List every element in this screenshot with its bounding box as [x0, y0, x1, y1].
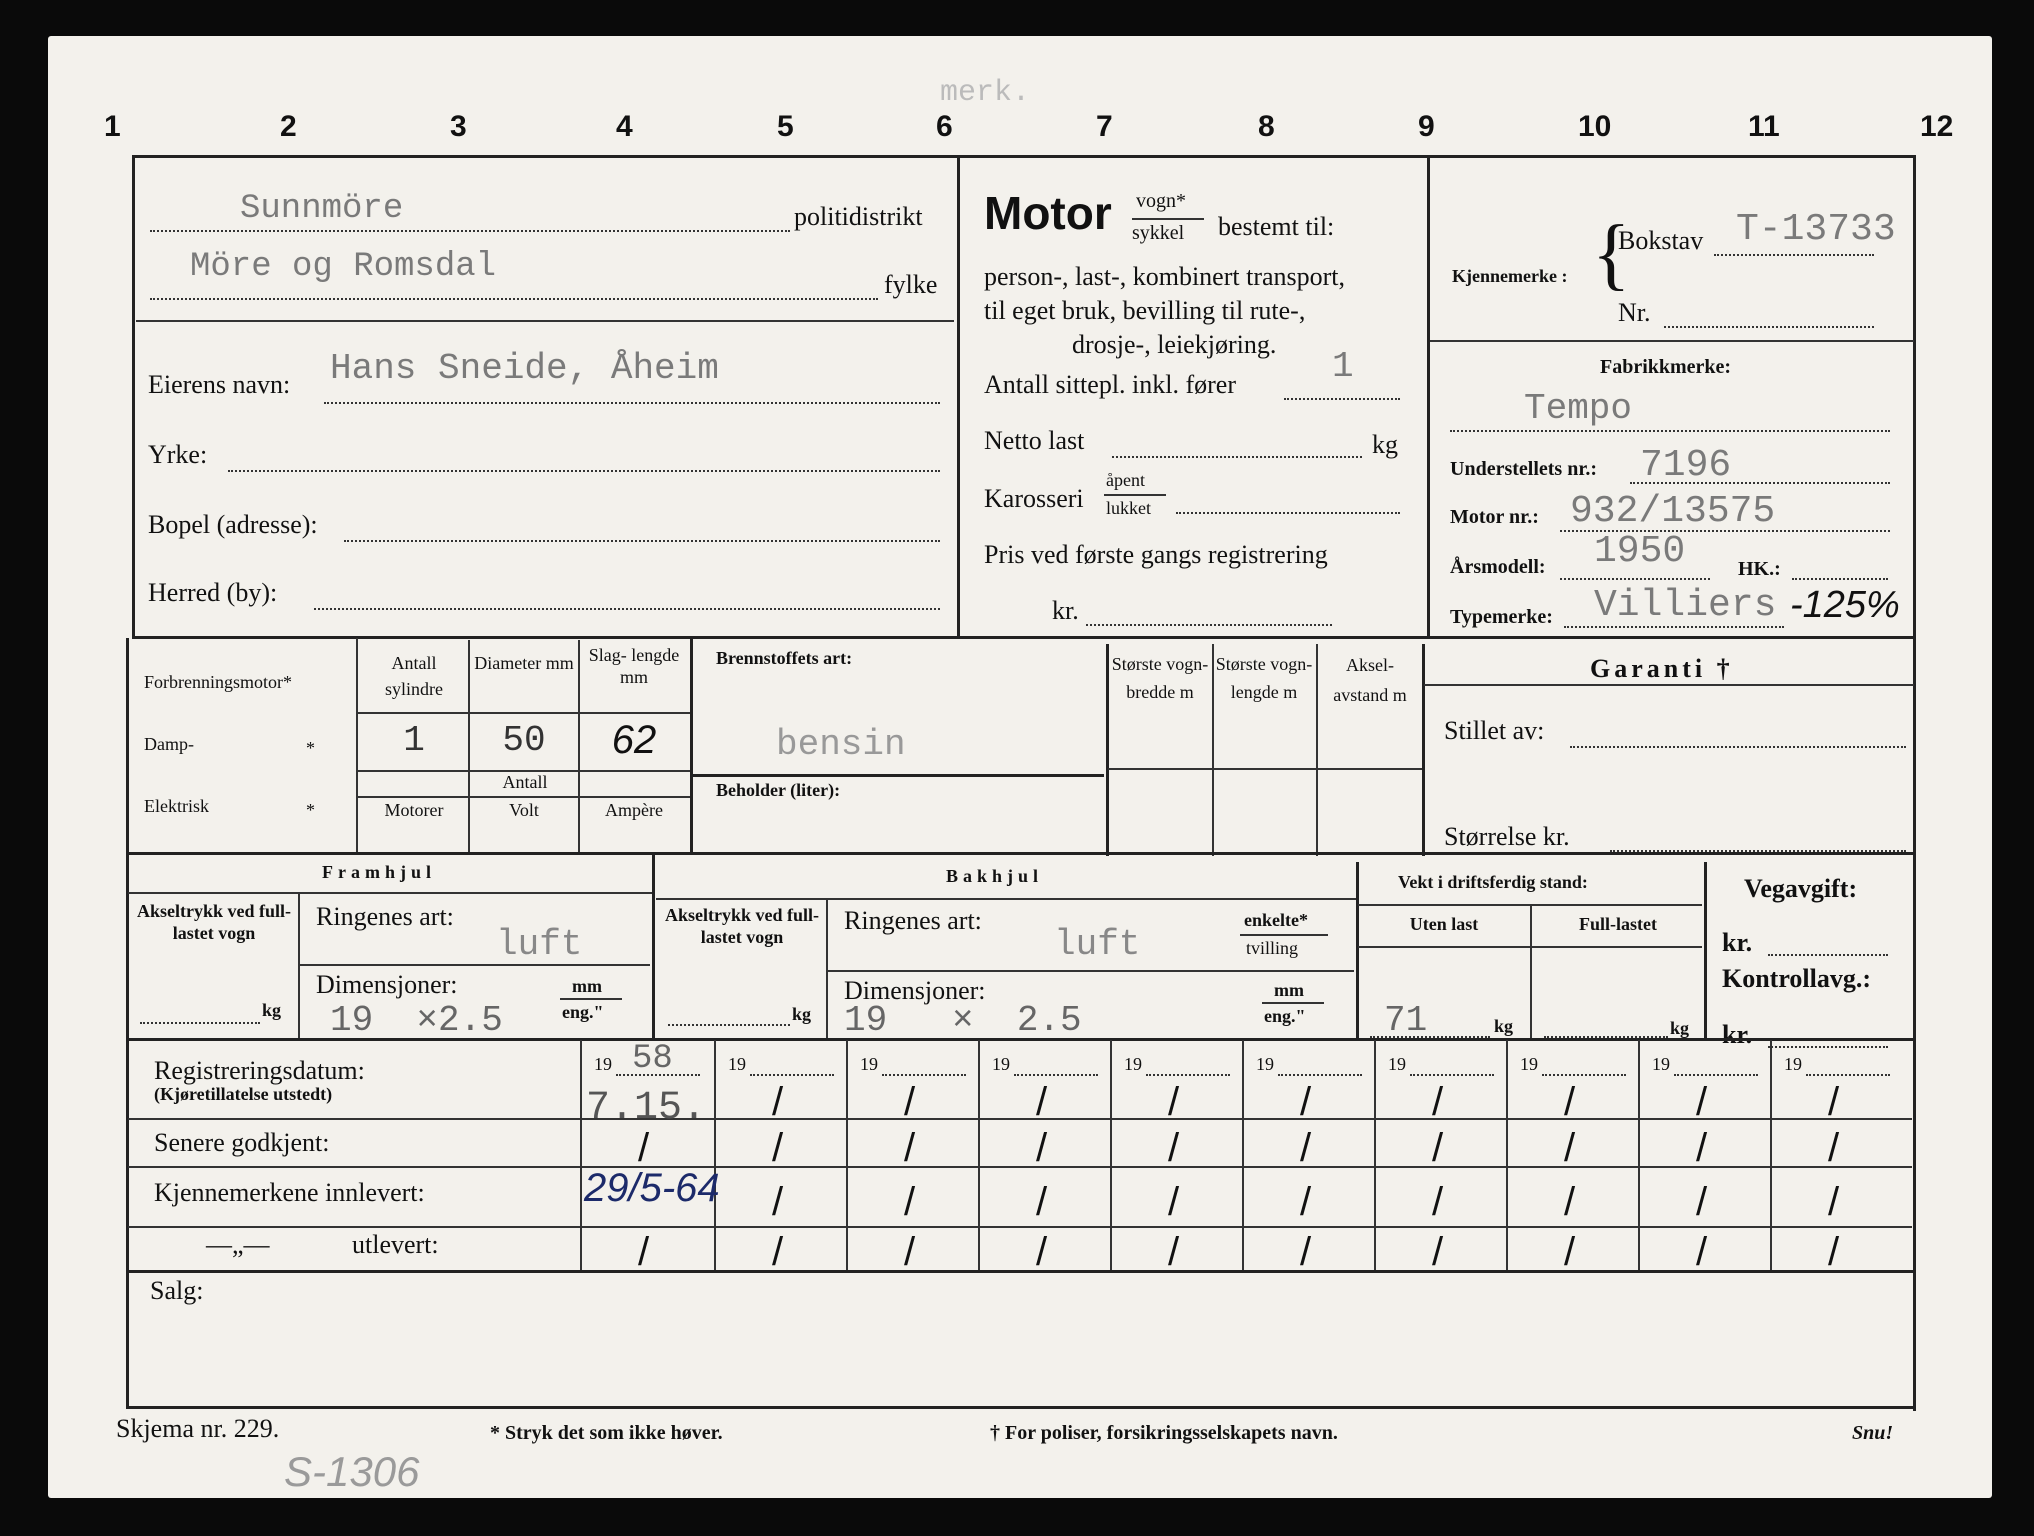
- kontroll-label: Kontrollavg.:: [1722, 964, 1872, 993]
- engine-sub-1: [356, 712, 690, 714]
- reg-slash: /: [1564, 1126, 1576, 1170]
- fylke-value: Möre og Romsdal: [190, 248, 497, 286]
- fabrikk-label: Fabrikkmerke:: [1600, 356, 1732, 378]
- reg-year-prefix: 19: [1256, 1054, 1274, 1074]
- diameter-value: 50: [502, 720, 546, 761]
- motor-sykkel: sykkel: [1132, 222, 1185, 244]
- motor-nr-value: 932/13575: [1570, 490, 1776, 533]
- column-number: 3: [450, 110, 467, 143]
- reg-slash: /: [772, 1230, 784, 1274]
- motor-fraction: [1132, 218, 1204, 220]
- sylindre-value: 1: [403, 720, 425, 761]
- netto-label: Netto last: [984, 426, 1085, 455]
- reg-slash: /: [1300, 1230, 1312, 1274]
- reg-slash: /: [1300, 1126, 1312, 1170]
- damp-label: Damp-: [144, 734, 194, 754]
- front-akseltrykk-label: Akseltrykk ved full-lastet vogn: [136, 901, 291, 943]
- ampere-label: Ampère: [605, 800, 663, 820]
- reg-slash: /: [904, 1230, 916, 1274]
- front-akseltrykk-kg: kg: [262, 1000, 282, 1020]
- reg-column-line: [1638, 1040, 1640, 1270]
- innlevert-value: 29/5-64: [584, 1166, 720, 1210]
- column-number: 2: [280, 110, 297, 143]
- column-number: 12: [1920, 110, 1954, 143]
- full-lastet-label: Full-lastet: [1579, 914, 1657, 934]
- reg-column-line: [714, 1040, 716, 1270]
- front-dim-label: Dimensjoner:: [316, 970, 458, 999]
- herred-line: [314, 608, 940, 610]
- motor-vogn: vogn*: [1136, 190, 1186, 212]
- politidistrikt-line: [150, 230, 790, 232]
- reg-year-line: [1146, 1074, 1230, 1076]
- reg-slash: /: [1564, 1080, 1576, 1124]
- skjema-label: Skjema nr. 229.: [116, 1414, 280, 1443]
- slag-value: 62: [611, 718, 657, 762]
- column-number: 1: [104, 110, 121, 143]
- reg-year-line: [750, 1074, 834, 1076]
- owner-name-label: Eierens navn:: [148, 370, 291, 399]
- reg-year-prefix: 19: [992, 1054, 1010, 1074]
- front-mm-frac: [560, 998, 622, 1000]
- framhjul-sep: [128, 892, 652, 894]
- reg-slash: /: [904, 1080, 916, 1124]
- storrelse-label: Størrelse kr.: [1444, 822, 1570, 851]
- reg-slash: /: [1036, 1080, 1048, 1124]
- front-ring-value: luft: [496, 924, 583, 965]
- pris-line: [1086, 624, 1332, 626]
- seats-label: Antall sittepl. inkl. fører: [984, 370, 1237, 399]
- vegavgift-line: [1768, 954, 1888, 956]
- utlevert-prefix: —„—: [206, 1230, 270, 1259]
- kontroll-line: [1768, 1046, 1888, 1048]
- engine-col-4: [690, 638, 693, 852]
- reg-slash: /: [1828, 1230, 1840, 1274]
- dimensions-sep: [1108, 768, 1422, 770]
- volt-label: Volt: [509, 800, 539, 820]
- reg-column-line: [1770, 1040, 1772, 1270]
- reg-slash: /: [772, 1180, 784, 1224]
- storste-bredde-header: Største vogn- bredde m: [1111, 654, 1209, 702]
- reg-slash: /: [1696, 1080, 1708, 1124]
- reg-column-line: [1110, 1040, 1112, 1270]
- stillet-line: [1570, 746, 1906, 748]
- engine-col-1: [356, 638, 358, 852]
- typemerke-label: Typemerke:: [1450, 606, 1553, 628]
- column-number: 5: [777, 110, 794, 143]
- frame-top: [132, 155, 1916, 158]
- column-number: 9: [1418, 110, 1435, 143]
- row-line-registration: [126, 1038, 1914, 1041]
- vekt-left: [1356, 862, 1359, 1040]
- reg-row-3: [128, 1226, 1912, 1228]
- slaglengde-header: Slag- lengde mm: [588, 645, 680, 687]
- typemerke-extra: -125%: [1790, 584, 1900, 626]
- reg-row-1: [128, 1118, 1912, 1120]
- typemerke-line: [1564, 626, 1784, 628]
- engine-sub-3: [356, 796, 690, 798]
- bakhjul-label: Bakhjul: [946, 866, 1044, 886]
- garanti-label: Garanti †: [1590, 654, 1734, 683]
- yrke-line: [228, 470, 940, 472]
- uten-last-value: 71: [1384, 1000, 1428, 1041]
- damp-star: *: [306, 738, 315, 758]
- row-line-engine: [132, 636, 1916, 639]
- front-mm: mm: [572, 976, 602, 996]
- reg-year-prefix: 19: [1520, 1054, 1538, 1074]
- reg-column-line: [1374, 1040, 1376, 1270]
- aksel-header: Aksel- avstand m: [1333, 655, 1407, 705]
- back-akseltrykk-label: Akseltrykk ved full-lastet vogn: [664, 905, 819, 947]
- uten-last-kg: kg: [1494, 1016, 1514, 1036]
- first-year-value: 58: [632, 1040, 673, 1078]
- back-dim-value: 19 × 2.5: [844, 1000, 1082, 1041]
- reg-year-line: [1542, 1074, 1626, 1076]
- reg-year-line: [1014, 1074, 1098, 1076]
- back-ring-sep: [828, 970, 1354, 972]
- front-ringenes-label: Ringenes art:: [316, 902, 454, 931]
- kontroll-kr: kr.: [1722, 1020, 1753, 1049]
- motor-title: Motor: [984, 187, 1112, 239]
- row-line-salg: [126, 1270, 1914, 1273]
- column-number: 10: [1578, 110, 1612, 143]
- motor-line3: drosje-, leiekjøring.: [1072, 330, 1277, 359]
- reg-column-line: [1242, 1040, 1244, 1270]
- brennstoff-label: Brennstoffets art:: [716, 648, 853, 668]
- typemerke-value: Villiers: [1594, 584, 1777, 627]
- stillet-label: Stillet av:: [1444, 716, 1545, 745]
- frame-left-top: [132, 155, 135, 638]
- motor-nr-label: Motor nr.:: [1450, 506, 1539, 528]
- bopel-line: [344, 540, 940, 542]
- engine-col-5: [1106, 644, 1109, 856]
- diameter-header: Diameter mm: [474, 653, 574, 673]
- seats-line: [1284, 398, 1400, 400]
- uten-last-label: Uten last: [1409, 914, 1479, 934]
- seats-value: 1: [1332, 346, 1354, 387]
- utlevert-label: utlevert:: [352, 1230, 439, 1259]
- front-eng: eng.": [562, 1002, 604, 1022]
- frame-right: [1913, 155, 1916, 1411]
- kjennemerke-sep: [1430, 340, 1914, 342]
- reg-slash: /: [1432, 1126, 1444, 1170]
- arsmodell-label: Årsmodell:: [1450, 556, 1546, 578]
- arsmodell-line: [1560, 578, 1710, 580]
- bokstav-line: [1714, 254, 1874, 256]
- row-line-wheels: [126, 852, 1914, 855]
- polise-note: † For poliser, forsikringsselskapets navn.: [990, 1422, 1338, 1444]
- motor-line2: til eget bruk, bevilling til rute-,: [984, 296, 1306, 325]
- karosseri-fraction: [1104, 494, 1166, 496]
- reg-year-line: [1410, 1074, 1494, 1076]
- reg-column-line: [978, 1040, 980, 1270]
- back-ringenes-label: Ringenes art:: [844, 906, 982, 935]
- reg-slash: /: [1828, 1180, 1840, 1224]
- karosseri-lukket: lukket: [1106, 498, 1151, 518]
- motor-bestemt: bestemt til:: [1218, 212, 1335, 241]
- vegavgift-label: Vegavgift:: [1744, 874, 1858, 903]
- reg-year-prefix: 19: [594, 1054, 612, 1074]
- reg-year-line: [1674, 1074, 1758, 1076]
- full-lastet-kg: kg: [1670, 1018, 1690, 1038]
- understell-label: Understellets nr.:: [1450, 458, 1598, 480]
- reg-year-line: [1806, 1074, 1890, 1076]
- back-dim-label: Dimensjoner:: [844, 976, 986, 1005]
- elektrisk-star: *: [306, 800, 315, 820]
- nr-line: [1664, 326, 1874, 328]
- reg-slash: /: [1168, 1230, 1180, 1274]
- enkelte-label: enkelte*: [1244, 910, 1308, 930]
- bopel-label: Bopel (adresse):: [148, 510, 318, 539]
- karosseri-label: Karosseri: [984, 484, 1084, 513]
- arsmodell-value: 1950: [1594, 530, 1686, 573]
- frame-bottom: [126, 1406, 1916, 1409]
- faint-header: merk.: [940, 76, 1031, 110]
- yrke-label: Yrke:: [148, 440, 208, 469]
- tvilling-label: tvilling: [1246, 938, 1299, 958]
- brennstoff-value: bensin: [776, 724, 906, 765]
- antall-sylindre-header: Antall sylindre: [385, 653, 443, 699]
- nr-label: Nr.: [1618, 298, 1651, 327]
- netto-kg: kg: [1372, 430, 1398, 459]
- reg-column-line: [1506, 1040, 1508, 1270]
- vegavgift-kr: kr.: [1722, 928, 1753, 957]
- reg-slash: /: [1036, 1126, 1048, 1170]
- hk-label: HK.:: [1738, 558, 1781, 580]
- pris-kr: kr.: [1052, 596, 1079, 625]
- bokstav-value: T-13733: [1736, 208, 1896, 251]
- frame-left-bottom: [126, 638, 129, 1409]
- front-dim-value: 19 ×2.5: [330, 1000, 503, 1041]
- reg-row-2: [128, 1166, 1912, 1168]
- garanti-sep: [1424, 684, 1914, 686]
- karosseri-apent: åpent: [1106, 470, 1145, 490]
- antall-label: Antall: [502, 772, 548, 792]
- engine-col-3: [578, 640, 580, 852]
- front-ring-sep: [300, 964, 650, 966]
- reg-year-line: [882, 1074, 966, 1076]
- reg-slash: /: [1696, 1230, 1708, 1274]
- senere-label: Senere godkjent:: [154, 1128, 330, 1157]
- divider-1: [957, 155, 960, 638]
- engine-col-8: [1422, 644, 1425, 856]
- fylke-label: fylke: [884, 270, 938, 299]
- column-number: 8: [1258, 110, 1275, 143]
- understell-value: 7196: [1640, 444, 1732, 487]
- reg-label: Registreringsdatum:: [154, 1056, 365, 1085]
- back-akseltrykk-line: [668, 1024, 790, 1026]
- column-number: 4: [616, 110, 633, 143]
- snu-note: Snu!: [1852, 1422, 1894, 1444]
- enkelte-frac: [1240, 934, 1328, 936]
- politidistrikt-value: Sunnmöre: [240, 190, 404, 228]
- reg-slash: /: [1564, 1180, 1576, 1224]
- reg-slash: /: [1300, 1080, 1312, 1124]
- reg-slash: /: [1168, 1180, 1180, 1224]
- forbrenning-label: Forbrenningsmotor*: [144, 672, 292, 692]
- reg-slash: /: [638, 1230, 650, 1274]
- elektrisk-label: Elektrisk: [144, 796, 209, 816]
- vekt-mid: [1530, 906, 1532, 1040]
- front-ax-col: [298, 892, 300, 1040]
- bokstav-label: Bokstav: [1618, 226, 1704, 255]
- reg-slash: /: [1696, 1180, 1708, 1224]
- reg-column-line: [846, 1040, 848, 1270]
- reg-year-prefix: 19: [1124, 1054, 1142, 1074]
- reg-slash: /: [1828, 1080, 1840, 1124]
- stryk-note: * Stryk det som ikke høver.: [490, 1422, 723, 1444]
- netto-line: [1112, 456, 1362, 458]
- motor-line1: person-, last-, kombinert transport,: [984, 262, 1346, 291]
- back-ring-value: luft: [1054, 924, 1141, 965]
- reg-slash: /: [1036, 1230, 1048, 1274]
- handwritten-note: S-1306: [284, 1448, 420, 1495]
- reg-year-prefix: 19: [1652, 1054, 1670, 1074]
- reg-year-prefix: 19: [1784, 1054, 1802, 1074]
- reg-slash: /: [1432, 1080, 1444, 1124]
- reg-slash: /: [1432, 1230, 1444, 1274]
- first-date-value: 7.15.: [586, 1086, 707, 1131]
- reg-year-prefix: 19: [728, 1054, 746, 1074]
- pris-label: Pris ved første gangs registrering: [984, 540, 1328, 569]
- back-mm-frac: [1262, 1002, 1324, 1004]
- politidistrikt-label: politidistrikt: [794, 202, 923, 231]
- understell-line: [1630, 482, 1890, 484]
- back-ax-col: [826, 898, 828, 1040]
- reg-sub: (Kjøretillatelse utstedt): [154, 1084, 333, 1104]
- vekt-sep-2: [1358, 946, 1702, 948]
- reg-slash: /: [1168, 1126, 1180, 1170]
- back-mm: mm: [1274, 980, 1304, 1000]
- reg-slash: /: [904, 1126, 916, 1170]
- column-number: 6: [936, 110, 953, 143]
- back-akseltrykk-kg: kg: [792, 1004, 812, 1024]
- kjennemerke-brace: {: [1592, 210, 1631, 298]
- reg-column-line: [580, 1040, 582, 1270]
- storste-lengde-header: Største vogn- lengde m: [1215, 654, 1313, 702]
- reg-year-prefix: 19: [1388, 1054, 1406, 1074]
- reg-slash: /: [772, 1126, 784, 1170]
- reg-slash: /: [772, 1080, 784, 1124]
- reg-slash: /: [1564, 1230, 1576, 1274]
- karosseri-line: [1176, 512, 1400, 514]
- framhjul-label: Framhjul: [322, 862, 436, 882]
- reg-year-line: [1278, 1074, 1362, 1076]
- column-number: 7: [1096, 110, 1113, 143]
- district-sep: [136, 320, 954, 322]
- front-akseltrykk-line: [140, 1022, 260, 1024]
- owner-name-value: Hans Sneide, Åheim: [330, 348, 719, 389]
- engine-col-7: [1316, 644, 1318, 856]
- reg-slash: /: [1432, 1180, 1444, 1224]
- reg-slash: /: [1168, 1080, 1180, 1124]
- reg-slash: /: [638, 1126, 650, 1170]
- reg-slash: /: [904, 1180, 916, 1224]
- reg-slash: /: [1300, 1180, 1312, 1224]
- reg-slash: /: [1696, 1126, 1708, 1170]
- reg-year-prefix: 19: [860, 1054, 878, 1074]
- fabrikk-value: Tempo: [1524, 388, 1633, 429]
- fylke-line: [150, 298, 878, 300]
- vekt-label: Vekt i driftsferdig stand:: [1398, 872, 1588, 892]
- herred-label: Herred (by):: [148, 578, 278, 607]
- reg-slash: /: [1828, 1126, 1840, 1170]
- back-eng: eng.": [1264, 1006, 1306, 1026]
- owner-name-line: [324, 402, 940, 404]
- kjennemerke-label: Kjennemerke :: [1452, 266, 1568, 286]
- reg-slash: /: [1036, 1180, 1048, 1224]
- vekt-right: [1704, 862, 1707, 1040]
- motorer-label: Motorer: [384, 800, 444, 820]
- column-number: 11: [1748, 110, 1780, 143]
- innlevert-label: Kjennemerkene innlevert:: [154, 1178, 425, 1207]
- engine-col-2: [468, 640, 470, 852]
- hk-line: [1792, 578, 1888, 580]
- bakhjul-sep: [656, 898, 1356, 900]
- wheels-mid: [652, 854, 655, 1040]
- divider-2: [1427, 155, 1430, 638]
- fabrikk-line: [1450, 430, 1890, 432]
- beholder-label: Beholder (liter):: [716, 780, 841, 800]
- brennstoff-sep: [690, 774, 1104, 777]
- salg-label: Salg:: [150, 1276, 204, 1305]
